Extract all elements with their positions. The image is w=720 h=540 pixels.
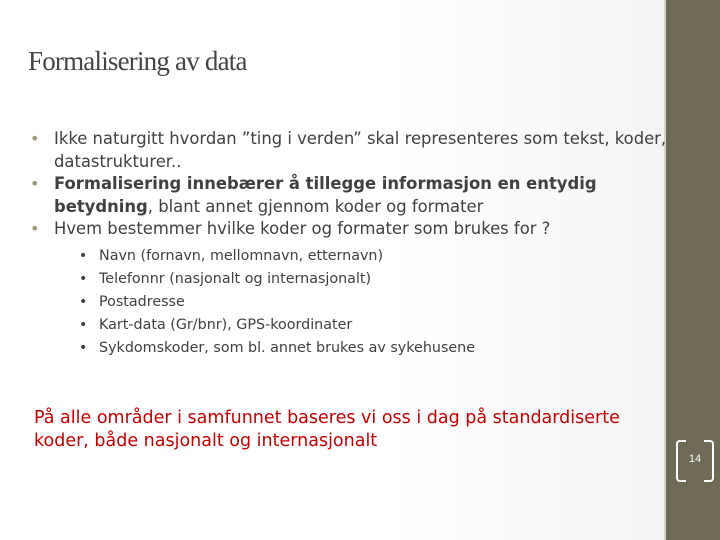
- bullet-icon: •: [30, 219, 40, 238]
- sub-bullet-icon: •: [79, 293, 88, 310]
- bullet-text: Ikke naturgitt hvordan ”ting i verden” skal representeres som tekst, koder, datastrukturer..: [54, 129, 667, 171]
- bullet-bold-text: Formalisering innebærer å tillegge informasjon en entydig betydning: [54, 174, 597, 216]
- sub-bullet-text: Kart-data (Gr/bnr), GPS-koordinater: [99, 317, 353, 334]
- sub-bullet-icon: •: [79, 340, 88, 357]
- sub-bullet-icon: •: [79, 247, 88, 264]
- sub-bullet-item: [79, 337, 668, 360]
- sub-bullet-text: Sykdomskoder, som bl. annet brukes av sykehusene: [99, 340, 476, 357]
- bullet-text: Hvem bestemmer hvilke koder og formater som brukes for ?: [54, 219, 551, 238]
- sub-bullet-text: Telefonnr (nasjonalt og internasjonalt): [99, 270, 372, 287]
- slide-title: Formalisering av data: [28, 46, 247, 76]
- bullet-icon: •: [30, 174, 40, 193]
- sub-bullet-icon: •: [79, 270, 88, 287]
- bullet-item: [28, 173, 668, 218]
- bullet-item: [28, 128, 668, 173]
- page-number-badge: [676, 440, 714, 480]
- bullet-icon: •: [30, 129, 40, 148]
- sub-bullet-item: [79, 245, 668, 268]
- sub-bullet-item: [79, 291, 668, 314]
- bullet-text: , blant annet gjennom koder og formater: [147, 196, 484, 216]
- highlight-note: På alle områder i samfunnet baseres vi oss i dag på standardiserte koder, både nasjonalt og internasjonalt: [34, 408, 620, 451]
- bullet-list: [28, 128, 668, 361]
- sub-bullet-icon: •: [79, 317, 88, 334]
- sub-bullet-item: [79, 314, 668, 337]
- sub-bullet-text: Postadresse: [99, 293, 185, 310]
- sub-bullet-list: [79, 245, 668, 361]
- page-number: 14: [688, 453, 702, 465]
- sub-bullet-item: [79, 268, 668, 291]
- sub-bullet-text: Navn (fornavn, mellomnavn, etternavn): [99, 247, 384, 264]
- bullet-item: [28, 218, 668, 241]
